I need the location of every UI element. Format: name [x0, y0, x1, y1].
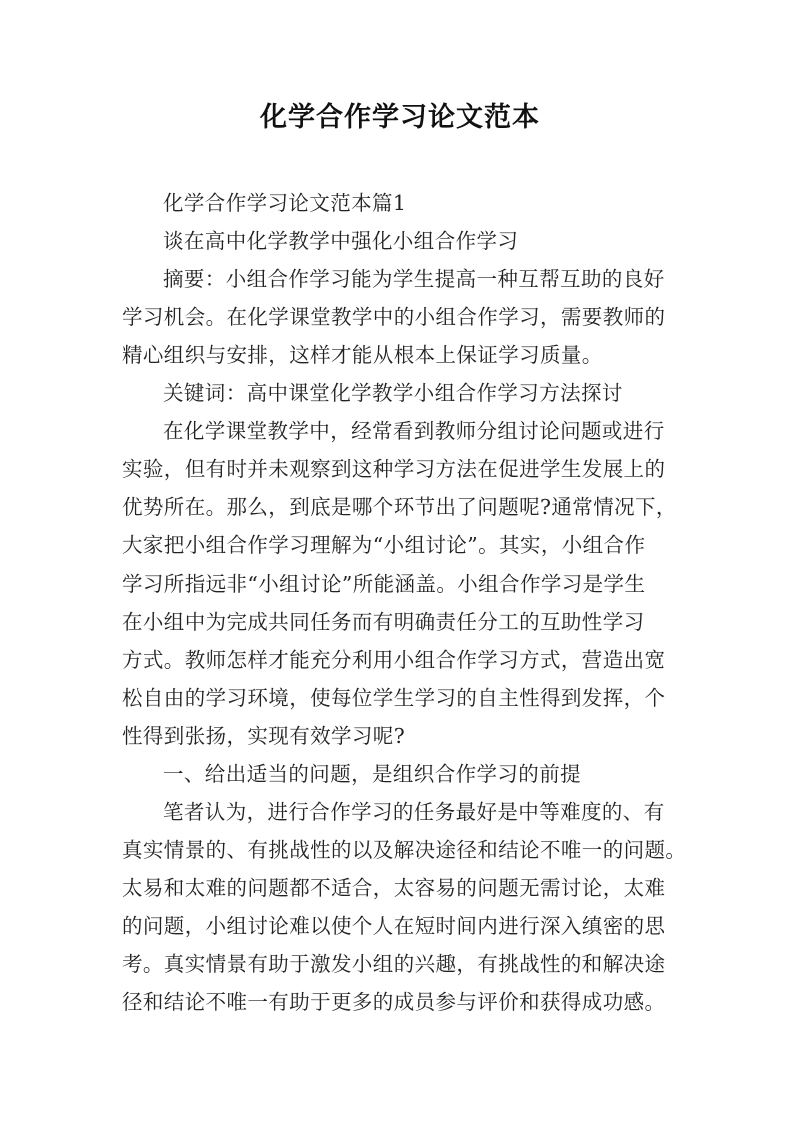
body-line: 实验，但有时并未观察到这种学习方法在促进学生发展上的 [122, 457, 666, 482]
body-line: 大家把小组合作学习理解为“小组讨论”。其实，小组合作 [122, 533, 646, 558]
body-line: 太易和太难的问题都不适合，太容易的问题无需讨论，太难 [122, 875, 666, 900]
body-line: 松自由的学习环境，使每位学生学习的自主性得到发挥，个 [122, 685, 666, 710]
body-line: 学习所指远非“小组讨论”所能涵盖。小组合作学习是学生 [122, 571, 646, 596]
body-line: 径和结论不唯一有助于更多的成员参与评价和获得成功感。 [122, 990, 666, 1015]
body-line: 化学合作学习论文范本篇1 [163, 191, 407, 215]
body-line: 一、给出适当的问题，是组织合作学习的前提 [163, 761, 581, 786]
body-line: 学习机会。在化学课堂教学中的小组合作学习，需要教师的 [122, 305, 666, 330]
body-line: 摘要：小组合作学习能为学生提高一种互帮互助的良好 [163, 267, 665, 292]
body-line: 方式。教师怎样才能充分利用小组合作学习方式，营造出宽 [122, 647, 666, 672]
body-line: 在小组中为完成共同任务而有明确责任分工的互助性学习 [122, 609, 645, 634]
body-line: 考。真实情景有助于激发小组的兴趣，有挑战性的和解决途 [122, 952, 666, 976]
body-line: 性得到张扬，实现有效学习呢? [122, 723, 406, 748]
document-title: 化学合作学习论文范本 [260, 102, 540, 133]
body-line: 谈在高中化学教学中强化小组合作学习 [163, 229, 519, 254]
body-line: 的问题，小组讨论难以使个人在短时间内进行深入缜密的思 [122, 913, 666, 938]
body-line: 笔者认为，进行合作学习的任务最好是中等难度的、有 [163, 799, 665, 824]
body-line: 关键词：高中课堂化学教学小组合作学习方法探讨 [163, 381, 623, 406]
body-line: 精心组织与安排，这样才能从根本上保证学习质量。 [122, 343, 603, 368]
body-line: 真实情景的、有挑战性的以及解决途径和结论不唯一的问题。 [122, 837, 687, 862]
body-line: 在化学课堂教学中，经常看到教师分组讨论问题或进行 [163, 419, 665, 444]
body-line: 优势所在。那么，到底是哪个环节出了问题呢?通常情况下， [122, 495, 677, 520]
